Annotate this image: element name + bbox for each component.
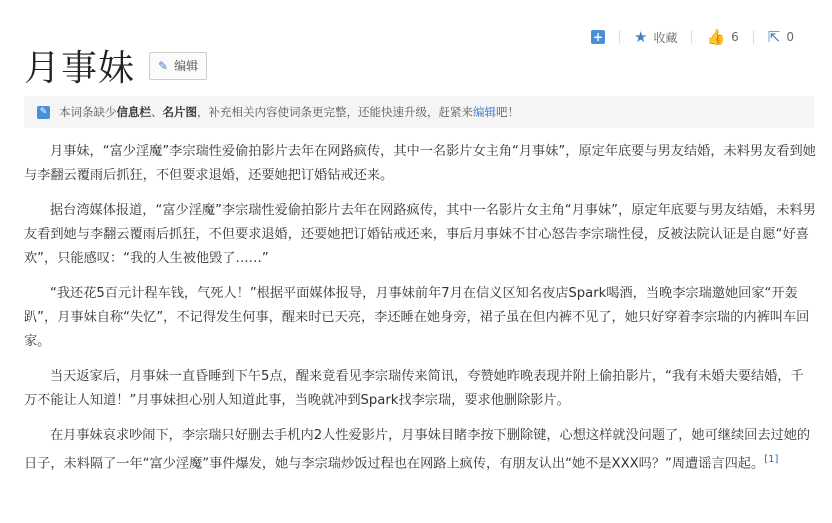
paragraph-4: 当天返家后，月事妹一直昏睡到下午5点，醒来竟看见李宗瑞传来简讯，夸赞她昨晚表现并附上偷拍影片，“我有未婚夫要结婚，千万不能让人知道！”月事妹担心别人知道此事，当晚就冲到Spark找李宗瑞，要求他删除影片。 [24,369,804,408]
notice-item-card-image: 名片图 [162,105,197,119]
thumbs-up-icon: 👍 [706,28,726,46]
notice-suffix: 吧！ [496,105,519,119]
collect-label: 收藏 [653,30,678,45]
toolbar-divider [619,30,620,44]
pencil-icon: ✎ [158,58,169,73]
add-icon: + [592,30,604,44]
paragraph-2: 据台湾媒体报道，“富少淫魔”李宗瑞性爱偷拍影片去年在网路疯传，其中一名影片女主角“月事妹”，原定年底要与男友结婚，未料男友看到她与李翻云覆雨后抓狂，不但要求退婚，还要她把订婚钻戒还来，事后月事妹不甘心怒告李宗瑞性侵，反被法院认证是自愿“好喜欢”，只能感叹：“我的人生被他毁了……” [24,203,816,266]
notice-middle: ，补充相关内容使词条更完整，还能快速升级，赶紧来 [197,105,473,119]
toolbar-divider [753,30,754,44]
reference-link[interactable]: [1] [764,454,779,465]
edit-label: 编辑 [174,59,199,73]
add-button[interactable] [591,30,605,44]
notice-prefix: 本词条缺少 [59,105,117,119]
like-button[interactable] [706,28,738,46]
like-count: 6 [731,30,739,44]
article-body [24,140,816,487]
article-toolbar [577,27,794,47]
edit-button[interactable] [149,52,207,80]
page-title: 月事妹 [24,48,136,89]
paragraph-5 [24,424,816,476]
notice-item-infobox: 信息栏 [116,105,151,119]
toolbar-divider [691,30,692,44]
share-button[interactable] [768,28,794,46]
notice-sep: 、 [151,105,163,119]
edit-notice-icon: ✎ [37,106,50,119]
collect-button[interactable] [634,28,677,46]
incomplete-notice [24,96,814,128]
share-icon: ⇱ [767,28,781,46]
paragraph-1: 月事妹，“富少淫魔”李宗瑞性爱偷拍影片去年在网路疯传，其中一名影片女主角“月事妹”，原定年底要与男友结婚，未料男友看到她与李翻云覆雨后抓狂，不但要求退婚，还要她把订婚钻戒还来。 [24,144,816,183]
notice-edit-link[interactable]: 编辑 [473,105,496,119]
share-count: 0 [786,30,794,44]
title-row [24,40,207,91]
star-icon: ★ [633,28,648,46]
paragraph-3: “我还花5百元计程车钱，气死人！”根据平面媒体报导，月事妹前年7月在信义区知名夜店Spark喝酒，当晚李宗瑞邀她回家“开轰趴”，月事妹自称“失忆”，不记得发生何事，醒来时已天亮，李还睡在她身旁，裙子虽在但内裤不见了，她只好穿着李宗瑞的内裤叫车回家。 [24,286,810,349]
paragraph-5-text: 在月事妹哀求吵闹下，李宗瑞只好删去手机内2人性爱影片，月事妹目睹李按下删除键，心想这样就没问题了，她可继续回去过她的日子，未料隔了一年“富少淫魔”事件爆发，她与李宗瑞炒饭过程也在网路上疯传，有朋友认出“她不是XXX吗？”周遭谣言四起。 [24,428,811,472]
